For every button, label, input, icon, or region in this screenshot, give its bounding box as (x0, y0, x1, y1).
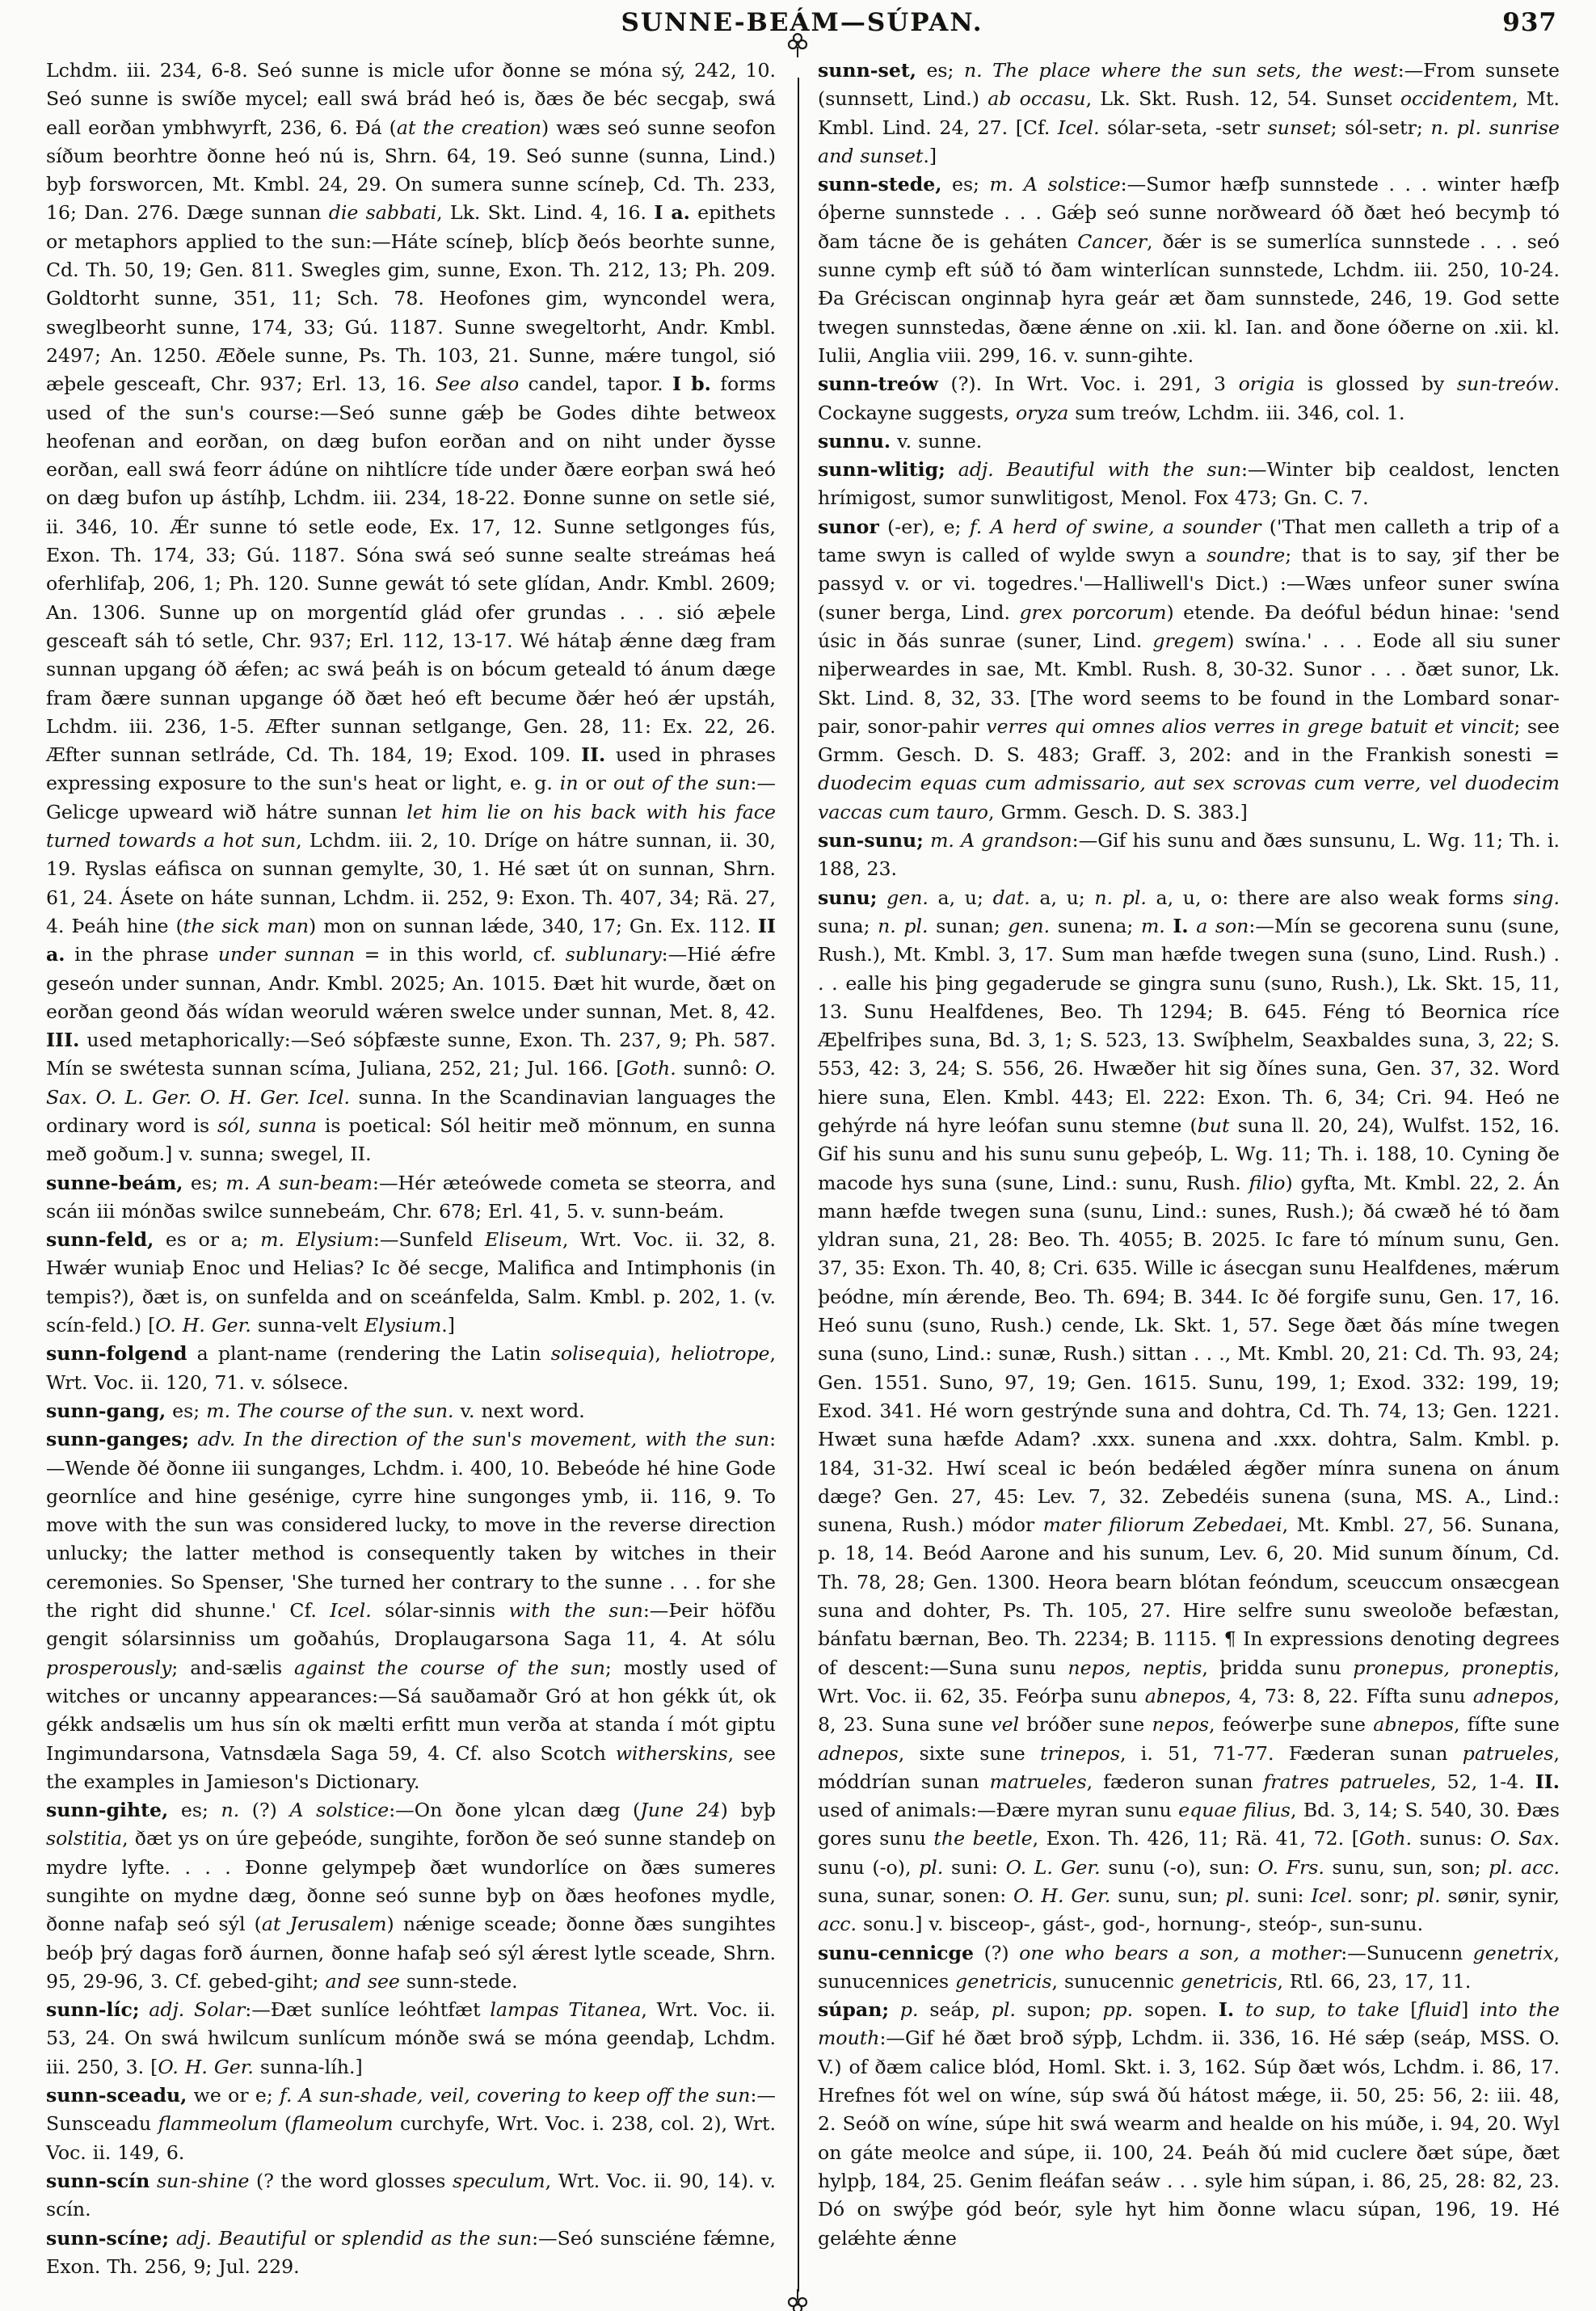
trefoil-ornament-bottom (787, 2285, 808, 2311)
trefoil-ornament-top (787, 32, 808, 61)
dictionary-entry: sunnu. v. sunne. (818, 429, 983, 453)
dictionary-entry: sunu; gen. a, u; dat. a, u; n. pl. a, u, o: there are also weak forms sing. suna; n. pl. sunan; gen. sunena; m. I. a son:—Mín se gecorena sunu (sune, Rush.), Mt. Kmbl. 3, 17. Sum man hæfde twegen suna (suno, Lind. Rush.) . . . ealle his þing gegaderude se gingra sunu (suno, Rush.), Lk. Skt. 15, 11, 13. Sunu Healfdenes, Beo. Th 1294; B. 645. Féng tó Beornica ríce Æþelfriþes suna, Bd. 3, 1; S. 523, 13. Swíþhelm, Seaxbaldes suna, 3, 22; S. 553, 42: 3, 24; S. 556, 26. Hwæðer hit sig ðínes suna, Gen. 37, 32. Word hiere suna, Elen. Kmbl. 443; El. 222: Exon. Th. 6, 34; Cri. 94. Heó ne gehýrde ná hyre leófan sunu stemne (but suna ll. 20, 24), Wulfst. 152, 16. Gif his sunu and his sunu sunu geþeóþ, L. Wg. 11; Th. i. 188, 10. Cyning ðe macode hys suna (sune, Lind.: sunu, Rush. filio) gyfta, Mt. Kmbl. 22, 2. Án mann hæfde twegen suna (sunu, Lind.: sunes, Rush.); ðá cwæð hé tó ðam yldran suna, 21, 28: Beo. Th. 4055; B. 2025. Ic fare tó mínum sunu, Gen. 37, 35: Exon. Th. 40, 8; Cri. 635. Wille ic ásecgan sunu Healfdenes, mǽrum þeódne, mín ǽrende, Beo. Th. 694; B. 344. Ic ðé forgife sunu, Gen. 17, 16. Heó sunu (suno, Rush.) cende, Lk. Skt. 1, 57. Sege ðæt ðás míne twegen suna (suno, Lind.: sunæ, Rush.) sittan . . ., Mt. Kmbl. 20, 21: Cd. Th. 93, 24; Gen. 1551. Suno, 97, 19; Gen. 1615. Sunu, 199, 1; Exod. 332: 199, 19; Exod. 341. Hé worn gestrýnde suna and dohtra, Cd. Th. 74, 13; Gen. 1221. Hwæt suna hæfde Adam? .xxx. sunena and .xxx. dohtra, Salm. Kmbl. p. 184, 31-32. Hwí sceal ic beón bedǽled ǽgðer mínra sunena on ánum dæge? Gen. 27, 45: Lev. 7, 32. Zebedéis sunena (suna, MS. A., Lind.: sunena, Rush.) módor mater filiorum Zebedaei, Mt. Kmbl. 27, 56. Sunana, p. 18, 14. Beód Aarone and his sunum, Lev. 6, 20. Mid sunum ðínum, Cd. Th. 78, 28; Gen. 1300. Heora bearn blótan feóndum, sceuccum onsæcgean suna and dohter, Ps. Th. 105, 27. Hire selfre sunu sweoloðe befæstan, bánfatu bærnan, Beo. Th. 2234; B. 1115. ¶ In expressions denoting degrees of descent:—Suna sunu nepos, neptis, þridda sunu pronepus, proneptis, Wrt. Voc. ii. 62, 35. Feórþa sunu abnepos, 4, 73: 8, 22. Fífta sunu adnepos, 8, 23. Suna sune vel bróðer sune nepos, feówerþe sune abnepos, fífte sune adnepos, sixte sune trinepos, i. 51, 71-77. Fæderan sunan patrueles, móddrían sunan matrueles, fæderon sunan fratres patrueles, 52, 1-4. II. used of animals:—Ðære myran sunu equae filius, Bd. 3, 14; S. 540, 30. Ðæs gores sunu the beetle, Exon. Th. 426, 11; Rä. 41, 72. [Goth. sunus: O. Sax. sunu (-o), pl. suni: O. L. Ger. sunu (-o), sun: O. Frs. sunu, sun, son; pl. acc. suna, sunar, sonen: O. H. Ger. sunu, sun; pl. suni: Icel. sonr; pl. sønir, synir, acc. sonu.] v. bisceop-, gást-, god-, hornung-, steóp-, sun-sunu. (818, 886, 1560, 1936)
dictionary-entry: sunn-set, es; n. The place where the sun sets, the west:—From sunsete (sunnsett, Lind.) ab occasu, Lk. Skt. Rush. 12, 54. Sunset occidentem, Mt. Kmbl. Lind. 24, 27. [Cf. Icel. sólar-seta, -setr sunset; sól-setr; n. pl. sunrise and sunset.] (818, 59, 1560, 167)
dictionary-entry: súpan; p. seáp, pl. supon; pp. sopen. I. to sup, to take [fluid] into the mouth:—Gif hé ðæt broð sýpþ, Lchdm. ii. 336, 16. Hé sǽp (seáp, MSS. O. V.) of ðæm calice blód, Homl. Skt. i. 3, 162. Súp ðæt wós, Lchdm. i. 86, 17. Hrefnes fót wel on wíne, súp swá ðú hátost mǽge, ii. 50, 25: 56, 2: iii. 48, 2. Seóð on wíne, súpe hit swá wearm and healde on his múðe, i. 94, 20. Wyl on gáte meolce and súpe, ii. 100, 24. Þeáh ðú mid cuclere ðæt súpe, ðæt hylpþ, 184, 25. Genim fleáfan seáw . . . syle him súpan, i. 86, 25, 28: 82, 23. Dó on swýþe gód beór, syle hyt him ðonne wlacu súpan, 196, 19. Hé gelǽhte ǽnne (818, 1998, 1560, 2250)
dictionary-entry: sunne-beám, es; m. A sun-beam:—Hér æteówede cometa se steorra, and scán iii mónðas swilce sunnebeám, Chr. 678; Erl. 41, 5. v. sunn-beám. (46, 1171, 776, 1223)
page-number: 937 (1502, 8, 1557, 37)
right-column (818, 57, 1560, 2253)
dictionary-entry: sunn-feld, es or a; m. Elysium:—Sunfeld Eliseum, Wrt. Voc. ii. 32, 8. Hwǽr wuniaþ Enoc und Helias? Ic ðé secge, Malifica and Intimphonis (in tempis?), ðæt is, on sunfelda and on sceánfelda, Salm. Kmbl. p. 202, 1. (v. scín-feld.) [O. H. Ger. sunna-velt Elysium.] (46, 1228, 776, 1337)
dictionary-entry: sunn-gihte, es; n. (?) A solstice:—On ðone ylcan dæg (June 24) byþ solstitia, ðæt ys on úre geþeóde, sungihte, forðon ðe seó sunne standeþ on mydre lyfte. . . . Ðonne gelympeþ ðæt wundorlíce on ðæs sumeres sungihte on mydne dæg, ðonne seó sunne byþ on ðæs heofones mydle, ðonne nafaþ seó sýl (at Jerusalem) nǽnige sceade; ðonne ðæs sungihtes beóþ þrý dagas forð áurnen, ðonne hafaþ seó sýl ǽrest lytle sceade, Shrn. 95, 29-96, 3. Cf. gebed-giht; and see sunn-stede. (46, 1799, 777, 1993)
dictionary-entry: sunn-scíne; adj. Beautiful or splendid as the sun:—Seó sunsciéne fǽmne, Exon. Th. 256, 9; Jul. 229. (46, 2226, 776, 2278)
dictionary-entry: sunu-cennicge (?) one who bears a son, a mother:—Sunucenn genetrix, sunucennices genetricis, sunucennic genetricis, Rtl. 66, 23, 17, 11. (818, 1941, 1560, 1993)
column-divider (798, 78, 799, 2292)
dictionary-entry: Lchdm. iii. 234, 6-8. Seó sunne is micle ufor ðonne se móna sý, 242, 10. Seó sunne is swíðe mycel; eall swá brád heó is, ðæs ðe béc secgaþ, swá eall eorðan ymbhwyrft, 236, 6. Ðá (at the creation) wæs seó sunne seofon síðum beorhtre ðonne heó nú is, Shrn. 64, 19. Seó sunne (sunna, Lind.) byþ forsworcen, Mt. Kmbl. 24, 29. On sumera sunne scíneþ, Cd. Th. 233, 16; Dan. 276. Dæge sunnan die sabbati, Lk. Skt. Lind. 4, 16. I a. epithets or metaphors applied to the sun:—Háte scíneþ, blícþ ðeós beorhte sunne, Cd. Th. 50, 19; Gen. 811. Swegles gim, sunne, Exon. Th. 212, 13; Ph. 209. Goldtorht sunne, 351, 11; Sch. 78. Heofones gim, wyncondel wera, sweglbeorht sunne, 174, 33; Gú. 1187. Sunne swegeltorht, Andr. Kmbl. 2497; An. 1250. Æðele sunne, Ps. Th. 103, 21. Sunne, mǽre tungol, sió æþele gesceaft, Chr. 937; Erl. 13, 16. See also candel, tapor. I b. forms used of the sun's course:—Seó sunne gǽþ be Godes dihte betweox heofenan and eorðan, on dæg bufon eorðan and on niht under ðysse eorðan, eall swá feorr ádúne on nihtlícre tíde under ðære eorþan swá heó on dæg bufon up ástíhþ, Lchdm. iii. 234, 18-22. Ðonne sunne on setle sié, ii. 346, 10. Ǽr sunne tó setle eode, Ex. 17, 12. Sunne setlgonges fús, Exon. Th. 174, 33; Gú. 1187. Sóna swá seó sunne sealte streámas heá oferhlifaþ, 206, 1; Ph. 120. Sunne gewát tó sete glídan, Andr. Kmbl. 2609; An. 1306. Sunne up on morgentíd glád ofer grundas . . . sió æþele gesceaft sáh tó setle, Chr. 937; Erl. 112, 13-17. Wé hátaþ ǽnne dæg fram sunnan upgang óð ǽfen; ac swá þeáh is on bócum geteald tó ánum dæge fram ðære sunnan upgange óð ðæt heó eft becume ðǽr heó ǽr upstáh, Lchdm. iii. 236, 1-5. Æfter sunnan setlgange, Gen. 28, 11: Ex. 22, 26. Æfter sunnan setlráde, Cd. Th. 184, 19; Exod. 109. II. used in phrases expressing exposure to the sun's heat or light, e. g. in or out of the sun:—Gelicge upweard wið hátre sunnan let him lie on his back with his face turned towards a hot sun, Lchdm. iii. 2, 10. Dríge on hátre sunnan, ii. 30, 19. Ryslas eáfisca on sunnan gemylte, 30, 1. Hé sæt út on sunnan, Shrn. 61, 24. Ásete on háte sunnan, Lchdm. ii. 252, 9: Exon. Th. 407, 34; Rä. 27, 4. Þeáh hine (the sick man) mon on sunnan lǽde, 340, 17; Gn. Ex. 112. II a. in the phrase under sunnan = in this world, cf. sublunary:—Hié ǽfre geseón under sunnan, Andr. Kmbl. 2025; An. 1015. Ðæt hit wurde, ðæt on eorðan geond ðás wídan weoruld wǽren swelce under sunnan, Met. 8, 42. III. used metaphorically:—Seó sóþfæste sunne, Exon. Th. 237, 9; Ph. 587. Mín se swétesta sunnan scíma, Juliana, 252, 21; Jul. 166. [Goth. sunnô: O. Sax. O. L. Ger. O. H. Ger. Icel. sunna. In the Scandinavian languages the ordinary word is sól, sunna is poetical: Sól heitir með mönnum, en sunna með goðum.] v. sunna; swegel, II. (46, 59, 776, 1166)
dictionary-entry: sunn-stede, es; m. A solstice:—Sumor hæfþ sunnstede . . . winter hæfþ óþerne sunnstede . . . Gǽþ seó sunne norðweard óð ðæt heó becymþ tó ðam tácne ðe is geháten Cancer, ðǽr is se sumerlíca sunnstede . . . seó sunne cymþ eft súð tó ðam winterlícan sunnstede, Lchdm. iii. 250, 10-24. Ða Gréciscan onginnaþ hyra geár æt ðam sunnstede, 246, 19. God sette twegen sunnstedas, ðæne ǽnne on .xii. kl. Ian. and ðone óðerne on .xii. kl. Iulii, Anglia viii. 299, 16. v. sunn-gihte. (818, 173, 1560, 367)
dictionary-entry: sunn-líc; adj. Solar:—Ðæt sunlíce leóhtfæt lampas Titanea, Wrt. Voc. ii. 53, 24. On swá hwilcum sunlícum mónðe swá se móna geendaþ, Lchdm. iii. 250, 3. [O. H. Ger. sunna-líh.] (46, 1998, 776, 2078)
dictionary-entry: sunor (-er), e; f. A herd of swine, a sounder ('That men calleth a trip of a tame swyn is called of wylde swyn a soundre; that is to say, ȝif ther be passyd v. or vi. togedres.'—Halliwell's Dict.) :—Wæs unfeor suner swína (suner berga, Lind. grex porcorum) etende. Ða deóful bédun hinae: 'send úsic in ðás sunrae (suner, Lind. gregem) swína.' . . . Eode all siu suner niþerweardes in sae, Mt. Kmbl. Rush. 8, 30-32. Sunor . . . ðæt sunor, Lk. Skt. Lind. 8, 32, 33. [The word seems to be found in the Lombard sonar-pair, sonor-pahir verres qui omnes alios verres in grege batuit et vincit; see Grmm. Gesch. D. S. 483; Graff. 3, 202: and in the Frankish sonesti = duodecim equas cum admissario, aut sex scrovas cum verre, vel duodecim vaccas cum tauro, Grmm. Gesch. D. S. 383.] (818, 515, 1560, 823)
dictionary-entry: sunn-ganges; adv. In the direction of the sun's movement, with the sun:—Wende ðé ðonne iii sunganges, Lchdm. i. 400, 10. Bebeóde hé hine Gode geornlíce and hine gesénige, cyrre hine sungonges ymb, ii. 116, 9. To move with the sun was considered lucky, to move in the reverse direction unlucky; the latter method is consequently taken by witches in their ceremonies. So Spenser, 'She turned her contrary to the sunne . . . for she the right did shunne.' Cf. Icel. sólar-sinnis with the sun:—Þeir höfðu gengit sólarsinniss um goðahús, Droplaugarsona Saga 11, 4. At sólu prosperously; and-sælis against the course of the sun; mostly used of witches or uncanny appearances:—Sá sauðamaðr Gró at hon gékk út, ok gékk andsælis um hus sín ok mælti erfitt mun verða at standa í mót giptu Ingimundarsona, Vatnsdæla Saga 59, 4. Cf. also Scotch witherskins, see the examples in Jamieson's Dictionary. (46, 1428, 777, 1793)
dictionary-entry: sun-sunu; m. A grandson:—Gif his sunu and ðæs sunsunu, L. Wg. 11; Th. i. 188, 23. (818, 829, 1560, 881)
dictionary-entry: sunn-sceadu, we or e; f. A sun-shade, veil, covering to keep off the sun:—Sunsceadu flammeolum (flameolum curchyfe, Wrt. Voc. i. 238, col. 2), Wrt. Voc. ii. 149, 6. (46, 2084, 776, 2164)
dictionary-entry: sunn-gang, es; m. The course of the sun. v. next word. (46, 1399, 585, 1422)
dictionary-entry: sunn-wlitig; adj. Beautiful with the sun:—Winter biþ cealdost, lencten hrímigost, sumor sunwlitigost, Menol. Fox 473; Gn. C. 7. (818, 458, 1560, 510)
dictionary-entry: sunn-folgend a plant-name (rendering the Latin solisequia), heliotrope, Wrt. Voc. ii. 120, 71. v. sólsece. (46, 1342, 776, 1394)
left-column (46, 57, 776, 2281)
dictionary-entry: sunn-treów (?). In Wrt. Voc. i. 291, 3 origia is glossed by sun-treów. Cockayne suggests, oryza sum treów, Lchdm. iii. 346, col. 1. (818, 373, 1560, 424)
dictionary-entry: sunn-scín sun-shine (? the word glosses speculum, Wrt. Voc. ii. 90, 14). v. scín. (46, 2169, 776, 2221)
page-title: SUNNE-BEÁM—SÚPAN. (621, 8, 983, 37)
